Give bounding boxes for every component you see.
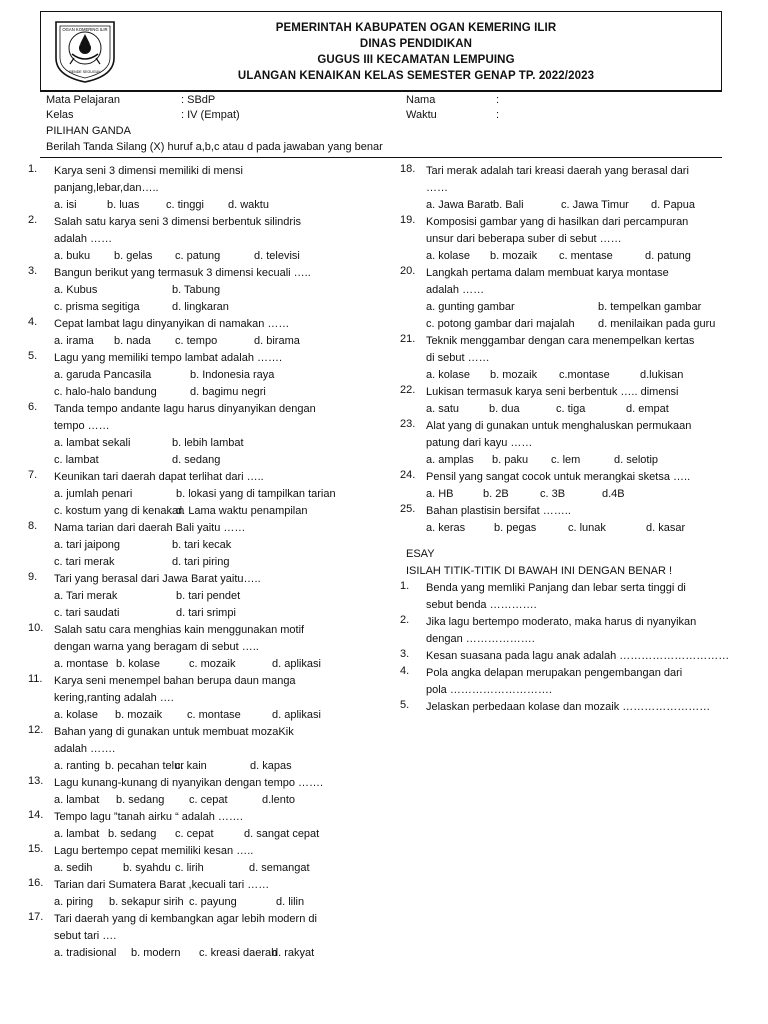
- answer-option[interactable]: a. irama: [54, 335, 94, 347]
- answer-option[interactable]: c. tari saudati: [54, 607, 120, 619]
- answer-option[interactable]: b. paku: [492, 454, 529, 466]
- answer-option[interactable]: c. lem: [551, 454, 581, 466]
- option-row: [426, 248, 740, 265]
- answer-option[interactable]: c. patung: [175, 250, 221, 262]
- answer-option[interactable]: d. birama: [254, 335, 300, 347]
- answer-option[interactable]: b. Bali: [493, 199, 524, 211]
- question-item: [400, 384, 740, 418]
- question-item: [28, 622, 368, 673]
- answer-option[interactable]: c. tiga: [556, 403, 586, 415]
- option-row: [54, 435, 368, 452]
- option-row: [54, 860, 368, 877]
- answer-option[interactable]: a. amplas: [426, 454, 474, 466]
- question-item: [28, 911, 368, 962]
- option-row: [54, 452, 368, 469]
- option-row: [426, 316, 740, 333]
- essay-title: ESAY: [406, 548, 435, 560]
- answer-option[interactable]: b. tempelkan gambar: [598, 301, 702, 313]
- question-number: 8.: [28, 520, 38, 532]
- answer-option[interactable]: a. buku: [54, 250, 91, 262]
- answer-option[interactable]: a. lambat: [54, 794, 100, 806]
- answer-option[interactable]: d. kasar: [646, 522, 686, 534]
- questions-column-right: [400, 163, 740, 716]
- question-item: [28, 316, 368, 350]
- answer-option[interactable]: b. Indonesia raya: [190, 369, 275, 381]
- question-stem: Karya seni 3 dimensi memiliki di mensi: [54, 165, 243, 177]
- logo-bottom-text: BENDE SEGUGUK: [69, 70, 101, 74]
- essay-stem: Pola angka delapan merupakan pengembangan dari: [426, 667, 683, 679]
- answer-option[interactable]: d. semangat: [249, 862, 310, 874]
- question-stem: Tari yang berasal dari Jawa Barat yaitu…..: [54, 573, 261, 585]
- option-row: [54, 707, 368, 724]
- question-number: 15.: [28, 843, 44, 855]
- answer-option[interactable]: a. isi: [54, 199, 77, 211]
- question-number: 16.: [28, 877, 44, 889]
- option-row: [54, 503, 368, 520]
- answer-option[interactable]: c. prisma segitiga: [54, 301, 140, 313]
- answer-option[interactable]: d. aplikasi: [272, 658, 321, 670]
- question-item: [400, 265, 740, 333]
- answer-option[interactable]: b. mozaik: [490, 369, 538, 381]
- instruction-text: Berilah Tanda Silang (X) huruf a,b,c atau d pada jawaban yang benar: [46, 141, 383, 153]
- option-row: [54, 554, 368, 571]
- essay-number: 5.: [400, 699, 410, 711]
- essay-stem: Kesan suasana pada lagu anak adalah …………………………: [426, 650, 730, 662]
- question-number: 2.: [28, 214, 38, 226]
- subject-value: : SBdP: [181, 94, 216, 106]
- question-stem: Lukisan termasuk karya seni berbentuk ….. dimensi: [426, 386, 679, 398]
- answer-option[interactable]: d. waktu: [228, 199, 269, 211]
- answer-option[interactable]: b. lokasi yang di tampilkan tarian: [176, 488, 336, 500]
- question-item: [28, 265, 368, 316]
- answer-option[interactable]: c. potong gambar dari majalah: [426, 318, 575, 330]
- header-box: [40, 11, 722, 91]
- question-stem: di sebut ……: [426, 352, 490, 364]
- answer-option[interactable]: a. kolase: [54, 709, 99, 721]
- question-number: 22.: [400, 384, 416, 396]
- answer-option[interactable]: a. Jawa Barat: [426, 199, 494, 211]
- name-value[interactable]: :: [496, 94, 500, 106]
- answer-option[interactable]: c. cepat: [175, 828, 214, 840]
- option-row: [54, 605, 368, 622]
- option-row: [54, 945, 368, 962]
- option-row: [54, 588, 368, 605]
- essay-number: 2.: [400, 614, 410, 626]
- answer-option[interactable]: d. menilaikan pada guru: [598, 318, 716, 330]
- header-title-block: [131, 20, 701, 84]
- info-block: [46, 92, 722, 156]
- essay-list: [400, 580, 740, 716]
- question-number: 11.: [28, 673, 43, 685]
- question-stem: Lagu bertempo cepat memiliki kesan …..: [54, 845, 254, 857]
- question-stem: panjang,lebar,dan…..: [54, 182, 159, 194]
- question-number: 3.: [28, 265, 38, 277]
- answer-option[interactable]: a. ranting: [54, 760, 100, 772]
- essay-item: [400, 614, 740, 648]
- answer-option[interactable]: b. 2B: [483, 488, 509, 500]
- question-item: [28, 843, 368, 877]
- option-row: [426, 452, 740, 469]
- answer-option[interactable]: c. 3B: [540, 488, 566, 500]
- question-stem: adalah …….: [54, 743, 116, 755]
- question-stem: Bangun berikut yang termasuk 3 dimensi kecuali …..: [54, 267, 311, 279]
- question-stem: Cepat lambat lagu dinyanyikan di namakan ……: [54, 318, 290, 330]
- answer-option[interactable]: d. tari piring: [172, 556, 230, 568]
- answer-option[interactable]: a. HB: [426, 488, 454, 500]
- question-number: 6.: [28, 401, 38, 413]
- question-stem: Teknik menggambar dengan cara menempelkan kertas: [426, 335, 695, 347]
- question-stem: unsur dari beberapa suber di sebut ……: [426, 233, 622, 245]
- option-row: [426, 401, 740, 418]
- question-stem: Pensil yang sangat cocok untuk merangkai sketsa …..: [426, 471, 691, 483]
- answer-option[interactable]: b. mozaik: [490, 250, 538, 262]
- question-item: [28, 673, 368, 724]
- question-stem: Lagu kunang-kunang di nyanyikan dengan tempo …….: [54, 777, 324, 789]
- question-item: [28, 724, 368, 775]
- question-stem: adalah ……: [54, 233, 113, 245]
- subject-label: Mata Pelajaran: [46, 94, 120, 106]
- essay-item: [400, 665, 740, 699]
- essay-instruction: ISILAH TITIK-TITIK DI BAWAH INI DENGAN BENAR !: [406, 565, 673, 577]
- answer-option[interactable]: a. tradisional: [54, 947, 117, 959]
- answer-option[interactable]: d. empat: [626, 403, 669, 415]
- question-stem: Tari daerah yang di kembangkan agar lebih modern di: [54, 913, 317, 925]
- question-number: 7.: [28, 469, 38, 481]
- option-row: [426, 367, 740, 384]
- answer-option[interactable]: a. jumlah penari: [54, 488, 133, 500]
- question-stem: Salah satu cara menghias kain menggunakan motif: [54, 624, 305, 636]
- answer-option[interactable]: a. kolase: [426, 250, 471, 262]
- question-number: 4.: [28, 316, 38, 328]
- class-value: : IV (Empat): [181, 109, 240, 121]
- question-number: 21.: [400, 333, 416, 345]
- answer-option[interactable]: c. tari merak: [54, 556, 115, 568]
- question-stem: Tari merak adalah tari kreasi daerah yang berasal dari: [426, 165, 689, 177]
- answer-option[interactable]: b. gelas: [114, 250, 153, 262]
- question-stem: dengan warna yang beragam di sebut …..: [54, 641, 259, 653]
- question-number: 1.: [28, 163, 38, 175]
- question-item: [28, 350, 368, 401]
- question-item: [28, 775, 368, 809]
- option-row: [54, 248, 368, 265]
- answer-option[interactable]: b. nada: [114, 335, 151, 347]
- section-title: PILIHAN GANDA: [46, 125, 131, 137]
- essay-stem: Jelaskan perbedaan kolase dan mozaik ……………………: [426, 701, 711, 713]
- answer-option[interactable]: d.lento: [262, 794, 296, 806]
- answer-option[interactable]: a. Kubus: [54, 284, 98, 296]
- answer-option[interactable]: a. garuda Pancasila: [54, 369, 152, 381]
- answer-option[interactable]: b. kolase: [116, 658, 161, 670]
- answer-option[interactable]: c.montase: [559, 369, 610, 381]
- option-row: [54, 537, 368, 554]
- answer-option[interactable]: a. kolase: [426, 369, 471, 381]
- answer-option[interactable]: b. dua: [489, 403, 520, 415]
- answer-option[interactable]: a. montase: [54, 658, 109, 670]
- option-row: [54, 486, 368, 503]
- question-stem: adalah ……: [426, 284, 485, 296]
- answer-option[interactable]: b. modern: [131, 947, 181, 959]
- answer-option[interactable]: b. sekapur sirih: [109, 896, 184, 908]
- answer-option[interactable]: d. sedang: [172, 454, 221, 466]
- logo-top-text: OGAN KOMERING ILIR: [62, 27, 108, 32]
- essay-number: 4.: [400, 665, 410, 677]
- answer-option[interactable]: b. mozaik: [115, 709, 163, 721]
- answer-option[interactable]: c. tinggi: [166, 199, 204, 211]
- answer-option[interactable]: c. kain: [175, 760, 207, 772]
- answer-option[interactable]: c. payung: [189, 896, 237, 908]
- answer-option[interactable]: a. keras: [426, 522, 466, 534]
- answer-option[interactable]: c. montase: [187, 709, 241, 721]
- question-item: [400, 163, 740, 214]
- question-stem: Keunikan tari daerah dapat terlihat dari …..: [54, 471, 264, 483]
- answer-option[interactable]: d. tari srimpi: [176, 607, 236, 619]
- question-stem: Salah satu karya seni 3 dimensi berbentuk silindris: [54, 216, 302, 228]
- answer-option[interactable]: d. Papua: [651, 199, 696, 211]
- answer-option[interactable]: b. sedang: [108, 828, 157, 840]
- question-number: 17.: [28, 911, 44, 923]
- answer-option[interactable]: c. lambat: [54, 454, 99, 466]
- answer-option[interactable]: d. lilin: [276, 896, 305, 908]
- question-stem: Tempo lagu ”tanah airku “ adalah …….: [54, 811, 243, 823]
- question-stem: Tarian dari Sumatera Barat ,kecuali tari ……: [54, 879, 270, 891]
- essay-stem: Jika lagu bertempo moderato, maka harus di nyanyikan: [426, 616, 697, 628]
- answer-option[interactable]: b. tari kecak: [172, 539, 232, 551]
- essay-stem: Benda yang memliki Panjang dan lebar serta tinggi di: [426, 582, 686, 594]
- answer-option[interactable]: a. piring: [54, 896, 94, 908]
- header-line-2: DINAS PENDIDIKAN: [359, 38, 473, 50]
- essay-item: [400, 580, 740, 614]
- answer-option[interactable]: d. kapas: [250, 760, 292, 772]
- question-item: [28, 571, 368, 622]
- answer-option[interactable]: d. aplikasi: [272, 709, 321, 721]
- option-row: [54, 299, 368, 316]
- question-number: 10.: [28, 622, 44, 634]
- answer-option[interactable]: b. pegas: [494, 522, 537, 534]
- time-label: Waktu: [406, 109, 437, 121]
- option-row: [54, 367, 368, 384]
- question-number: 19.: [400, 214, 416, 226]
- question-stem: kering,ranting adalah ….: [54, 692, 174, 704]
- question-stem: Bahan yang di gunakan untuk membuat mozaKik: [54, 726, 294, 738]
- answer-option[interactable]: d. lingkaran: [172, 301, 229, 313]
- question-item: [28, 877, 368, 911]
- question-stem: ……: [426, 182, 448, 194]
- essay-stem: dengan ……………….: [426, 633, 535, 645]
- answer-option[interactable]: d. rakyat: [272, 947, 315, 959]
- header-line-1: PEMERINTAH KABUPATEN OGAN KEMERING ILIR: [275, 22, 557, 34]
- option-row: [54, 792, 368, 809]
- essay-number: 3.: [400, 648, 410, 660]
- header-line-3: GUGUS III KECAMATAN LEMPUING: [317, 54, 515, 66]
- answer-option[interactable]: c. halo-halo bandung: [54, 386, 157, 398]
- question-item: [400, 503, 740, 537]
- question-item: [400, 214, 740, 265]
- question-stem: Lagu yang memiliki tempo lambat adalah …….: [54, 352, 283, 364]
- answer-option[interactable]: a. lambat: [54, 828, 100, 840]
- answer-option[interactable]: a. sedih: [54, 862, 93, 874]
- answer-option[interactable]: a. satu: [426, 403, 460, 415]
- answer-option[interactable]: d. sangat cepat: [244, 828, 320, 840]
- question-item: [400, 418, 740, 469]
- question-stem: Alat yang di gunakan untuk menghaluskan permukaan: [426, 420, 692, 432]
- question-number: 20.: [400, 265, 416, 277]
- essay-item: [400, 648, 740, 665]
- question-stem: sebut tari ….: [54, 930, 117, 942]
- question-number: 13.: [28, 775, 44, 787]
- question-item: [28, 469, 368, 520]
- essay-stem: pola ……………………….: [426, 684, 552, 696]
- option-row: [54, 826, 368, 843]
- question-stem: tempo ……: [54, 420, 110, 432]
- answer-option[interactable]: b. Tabung: [172, 284, 221, 296]
- answer-option[interactable]: a. Tari merak: [54, 590, 118, 602]
- question-item: [28, 214, 368, 265]
- answer-option[interactable]: d. bagimu negri: [190, 386, 266, 398]
- header-line-4: ULANGAN KENAIKAN KELAS SEMESTER GENAP TP. 2022/2023: [237, 70, 595, 82]
- question-stem: patung dari kayu ……: [426, 437, 533, 449]
- time-value[interactable]: :: [496, 109, 500, 121]
- essay-item: [400, 699, 740, 716]
- questions-right-mc: [400, 163, 740, 537]
- answer-option[interactable]: a. tari jaipong: [54, 539, 121, 551]
- answer-option[interactable]: b. tari pendet: [176, 590, 241, 602]
- answer-option[interactable]: c. tempo: [175, 335, 218, 347]
- question-stem: Langkah pertama dalam membuat karya montase: [426, 267, 669, 279]
- answer-option[interactable]: b. syahdu: [123, 862, 171, 874]
- answer-option[interactable]: d.lukisan: [640, 369, 684, 381]
- question-item: [28, 163, 368, 214]
- question-number: 14.: [28, 809, 44, 821]
- question-item: [28, 520, 368, 571]
- regency-logo: [50, 18, 120, 84]
- option-row: [54, 384, 368, 401]
- question-item: [28, 401, 368, 469]
- question-number: 5.: [28, 350, 38, 362]
- option-row: [54, 197, 368, 214]
- answer-option[interactable]: d. televisi: [254, 250, 300, 262]
- option-row: [426, 520, 740, 537]
- question-stem: Nama tarian dari daerah Bali yaitu ……: [54, 522, 246, 534]
- name-label: Nama: [406, 94, 436, 106]
- essay-stem: sebut benda ………….: [426, 599, 537, 611]
- option-row: [54, 656, 368, 673]
- answer-option[interactable]: c. mozaik: [189, 658, 236, 670]
- answer-option[interactable]: b. luas: [107, 199, 140, 211]
- option-row: [426, 299, 740, 316]
- answer-option[interactable]: b. lebih lambat: [172, 437, 244, 449]
- option-row: [54, 894, 368, 911]
- option-row: [54, 282, 368, 299]
- question-item: [28, 809, 368, 843]
- option-row: [54, 758, 368, 775]
- question-item: [400, 333, 740, 384]
- essay-number: 1.: [400, 580, 410, 592]
- question-number: 12.: [28, 724, 44, 736]
- answer-option[interactable]: c. Jawa Timur: [561, 199, 629, 211]
- question-item: [400, 469, 740, 503]
- answer-option[interactable]: a. lambat sekali: [54, 437, 131, 449]
- question-stem: Tanda tempo andante lagu harus dinyanyikan dengan: [54, 403, 316, 415]
- question-number: 25.: [400, 503, 416, 515]
- answer-option[interactable]: c. cepat: [189, 794, 228, 806]
- option-row: [54, 333, 368, 350]
- answer-option[interactable]: a. gunting gambar: [426, 301, 515, 313]
- question-number: 24.: [400, 469, 416, 481]
- question-stem: Komposisi gambar yang di hasilkan dari percampuran: [426, 216, 689, 228]
- question-number: 18.: [400, 163, 416, 175]
- option-row: [426, 486, 740, 503]
- option-row: [426, 197, 740, 214]
- answer-option[interactable]: c. lunak: [568, 522, 606, 534]
- questions-column-left: [28, 163, 368, 962]
- question-number: 23.: [400, 418, 416, 430]
- class-label: Kelas: [46, 109, 74, 121]
- answer-option[interactable]: c. kreasi daerah: [199, 947, 278, 959]
- answer-option[interactable]: d. selotip: [614, 454, 659, 466]
- answer-option[interactable]: c. lirih: [175, 862, 204, 874]
- answer-option[interactable]: d. Lama waktu penampilan: [176, 505, 308, 517]
- question-number: 9.: [28, 571, 38, 583]
- answer-option[interactable]: b. sedang: [116, 794, 165, 806]
- answer-option[interactable]: c. mentase: [559, 250, 613, 262]
- info-divider: [40, 157, 722, 158]
- question-stem: Karya seni menempel bahan berupa daun manga: [54, 675, 296, 687]
- answer-option[interactable]: d. patung: [645, 250, 691, 262]
- answer-option[interactable]: c. kostum yang di kenakan: [54, 505, 185, 517]
- question-stem: Bahan plastisin bersifat ……..: [426, 505, 571, 517]
- answer-option[interactable]: b. pecahan telur: [105, 760, 184, 772]
- answer-option[interactable]: d.4B: [602, 488, 625, 500]
